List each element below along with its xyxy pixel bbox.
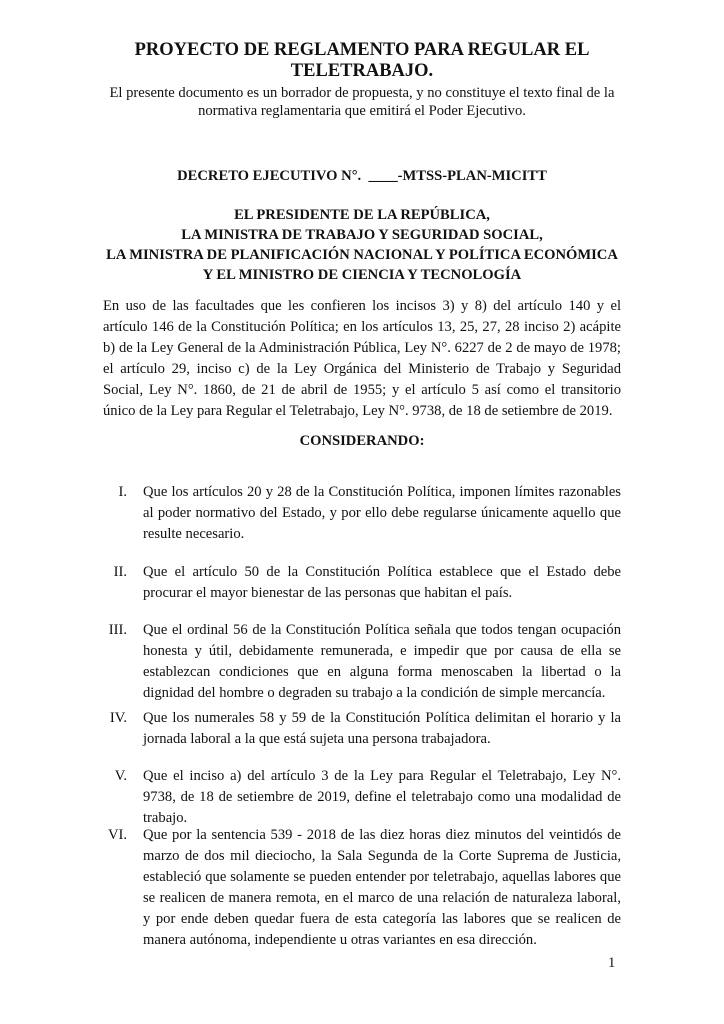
item-numeral: V. bbox=[114, 768, 127, 784]
authority-line: LA MINISTRA DE PLANIFICACIÓN NACIONAL Y POLÍTICA ECONÓMICA bbox=[106, 247, 618, 263]
item-numeral: II. bbox=[113, 564, 127, 580]
preamble-paragraph: En uso de las facultades que les confieren los incisos 3) y 8) del artículo 140 y el artículo 146 de la Constitución Política; en los artículos 13, 25, 27, 28 inciso 2) acápite b) de la Ley General de la Administración Pública, Ley N°. 6227 de 2 de mayo de 1978; el artículo 29, inciso c) de la Ley Orgánica del Ministerio de Trabajo y Seguridad Social, Ley N°. 1860, de 21 de abril de 1955; y el artículo 5 así como el transitorio único de la Ley para Regular el Teletrabajo, Ley N°. 9738, de 18 de setiembre de 2019. bbox=[103, 298, 621, 419]
draft-disclaimer bbox=[60, 84, 664, 120]
item-numeral: I. bbox=[118, 484, 127, 500]
authority-line: Y EL MINISTRO DE CIENCIA Y TECNOLOGÍA bbox=[202, 267, 522, 283]
decree-number: DECRETO EJECUTIVO N°. ____-MTSS-PLAN-MICITT bbox=[177, 168, 547, 184]
item-numeral: VI. bbox=[107, 827, 127, 843]
considerando-item bbox=[103, 766, 621, 829]
page-number: 1 bbox=[608, 955, 616, 971]
item-text: Que los artículos 20 y 28 de la Constitución Política, imponen límites razonables al poder normativo del Estado, y por ello debe regularse únicamente aquello que resulte necesario. bbox=[143, 484, 621, 542]
considerando-item bbox=[103, 620, 621, 704]
considerando-item bbox=[103, 825, 621, 951]
considerando-item bbox=[103, 482, 621, 545]
document-title bbox=[60, 40, 664, 82]
considerando-item bbox=[103, 562, 621, 604]
authority-line: LA MINISTRA DE TRABAJO Y SEGURIDAD SOCIAL, bbox=[181, 227, 543, 243]
item-numeral: IV. bbox=[109, 710, 127, 726]
item-text: Que el ordinal 56 de la Constitución Política señala que todos tengan ocupación honesta y útil, debidamente remunerada, e impedir que por causa de ella se establezcan condiciones que en alguna forma menoscaben la libertad o la dignidad del hombre o degraden su trabajo a la condición de simple mercancía. bbox=[143, 622, 621, 701]
issuing-authorities bbox=[60, 205, 664, 285]
considerando-item bbox=[103, 708, 621, 750]
title-line-2: TELETRABAJO. bbox=[290, 61, 434, 81]
item-numeral: III. bbox=[108, 622, 127, 638]
title-line-1: PROYECTO DE REGLAMENTO PARA REGULAR EL bbox=[134, 40, 590, 60]
item-text: Que el artículo 50 de la Constitución Política establece que el Estado debe procurar el mayor bienestar de las personas que habitan el país. bbox=[143, 564, 621, 601]
authority-line: EL PRESIDENTE DE LA REPÚBLICA, bbox=[234, 207, 490, 223]
item-text: Que los numerales 58 y 59 de la Constitución Política delimitan el horario y la jornada laboral a la que está sujeta una persona trabajadora. bbox=[143, 710, 621, 747]
item-text: Que por la sentencia 539 - 2018 de las diez horas diez minutos del veintidós de marzo de dos mil dieciocho, la Sala Segunda de la Corte Suprema de Justicia, estableció que solamente se pueden entender por teletrabajo, aquellas labores que se realicen de manera remota, en el marco de una relación de naturaleza laboral, y por ende deben quedar fuera de esta categoría las labores que se realicen de manera autónoma, independiente u otras variantes en esa dirección. bbox=[143, 827, 621, 948]
considerando-heading: CONSIDERANDO: bbox=[299, 433, 425, 449]
item-text: Que el inciso a) del artículo 3 de la Ley para Regular el Teletrabajo, Ley N°. 9738, de 18 de setiembre de 2019, define el teletrabajo como una modalidad de trabajo. bbox=[143, 768, 621, 826]
disclaimer-line-2: normativa reglamentaria que emitirá el Poder Ejecutivo. bbox=[198, 103, 526, 119]
disclaimer-line-1: El presente documento es un borrador de propuesta, y no constituye el texto final de la bbox=[109, 85, 615, 101]
